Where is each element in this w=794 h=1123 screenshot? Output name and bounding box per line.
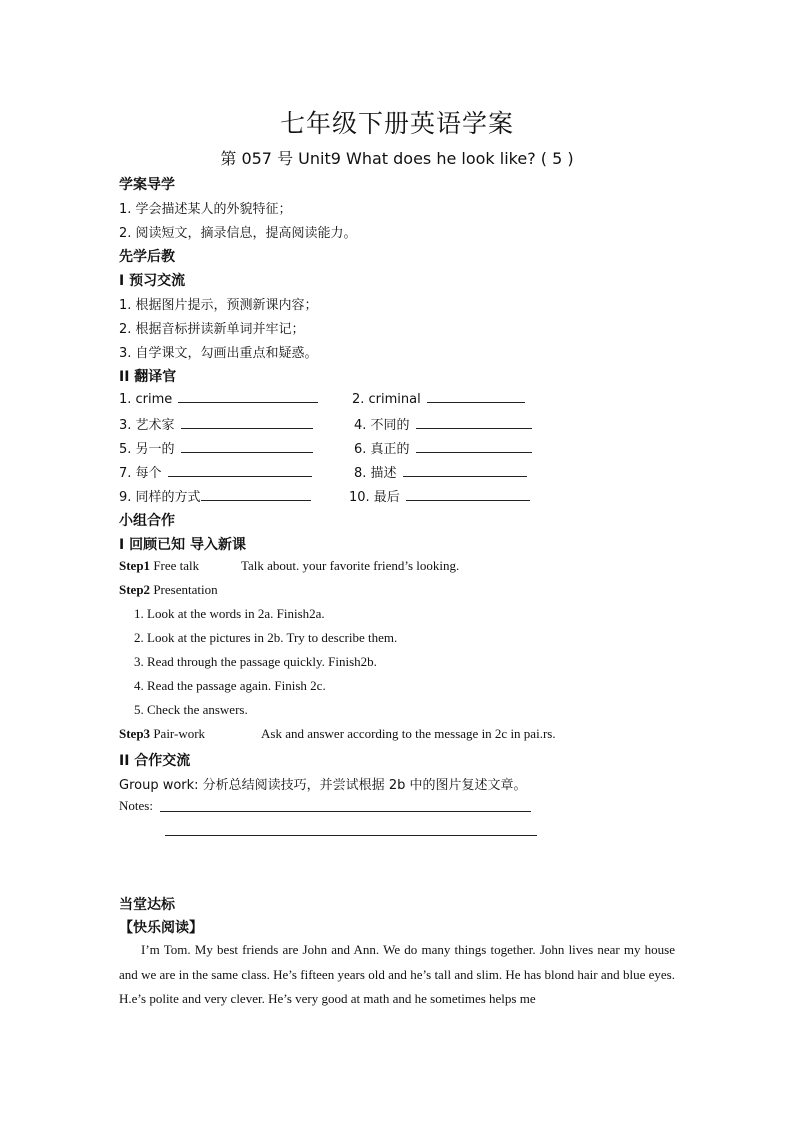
step1: Step1 Free talk (119, 558, 200, 573)
step2-item: 4. Read the passage again. Finish 2c. (134, 678, 326, 693)
vocab-item: 5. 另一的 (119, 438, 313, 457)
preview-subheading-1: I 预习交流 (119, 273, 186, 289)
step1-detail: Talk about. your favorite friend’s looking. (241, 558, 460, 573)
step2-item: 3. Read through the passage quickly. Finish2b. (134, 654, 377, 669)
vocab-item: 10. 最后 (349, 486, 530, 505)
notes-line-1 (160, 811, 531, 812)
step2-item: 1. Look at the words in 2a. Finish2a. (134, 606, 325, 621)
vocab-item: 4. 不同的 (354, 414, 532, 433)
preview-subheading-2: II 翻译官 (119, 369, 177, 385)
page-title: 七年级下册英语学案 (279, 109, 514, 138)
step3-detail: Ask and answer according to the message in 2c in pai.rs. (261, 726, 556, 741)
vocab-item: 1. crime (119, 390, 318, 407)
vocab-item: 6. 真正的 (354, 438, 532, 457)
reading-title: 【快乐阅读】 (119, 920, 203, 936)
guide-item-2: 2. 阅读短文，摘录信息，提高阅读能力。 (119, 226, 357, 241)
guide-heading: 学案导学 (119, 177, 175, 193)
vocab-item: 9. 同样的方式 (119, 486, 311, 505)
step2-item: 2. Look at the pictures in 2b. Try to describe them. (134, 630, 398, 645)
preview-item-1: 1. 根据图片提示，预测新课内容； (119, 298, 318, 313)
vocab-item: 2. criminal (352, 390, 525, 407)
preview-item-2: 2. 根据音标拼读新单词并牢记； (119, 322, 305, 337)
vocab-item: 3. 艺术家 (119, 414, 313, 433)
vocab-item: 7. 每个 (119, 462, 312, 481)
test-heading: 当堂达标 (119, 897, 175, 913)
step2-item: 5. Check the answers. (134, 702, 248, 717)
notes-label: Notes: (119, 798, 153, 813)
group-heading: 小组合作 (119, 513, 175, 529)
preview-item-3: 3. 自学课文，勾画出重点和疑惑。 (119, 346, 318, 361)
step2: Step2 Presentation (119, 582, 218, 597)
group-work-text: Group work: 分析总结阅读技巧，并尝试根据 2b 中的图片复述文章。 (119, 778, 527, 793)
step3: Step3 Pair-work (119, 726, 206, 741)
group-subheading-2: II 合作交流 (119, 753, 191, 769)
vocab-item: 8. 描述 (354, 462, 527, 481)
page-subtitle: 第 057 号 Unit9 What does he look like? ( 5 ) (220, 149, 574, 168)
group-subheading-1: I 回顾已知 导入新课 (119, 537, 246, 553)
reading-passage: I’m Tom. My best friends are John and Ann. We do many things together. John lives near my house and we are in the same class. He’s fifteen years old and he’s tall and slim. He has blond hair and blue eyes. H.e’s polite and very clever. He’s very good at math and he sometimes helps me (119, 942, 675, 1006)
notes-line-2 (165, 835, 537, 836)
guide-item-1: 1. 学会描述某人的外貌特征； (119, 202, 292, 217)
preview-heading: 先学后教 (119, 249, 175, 265)
